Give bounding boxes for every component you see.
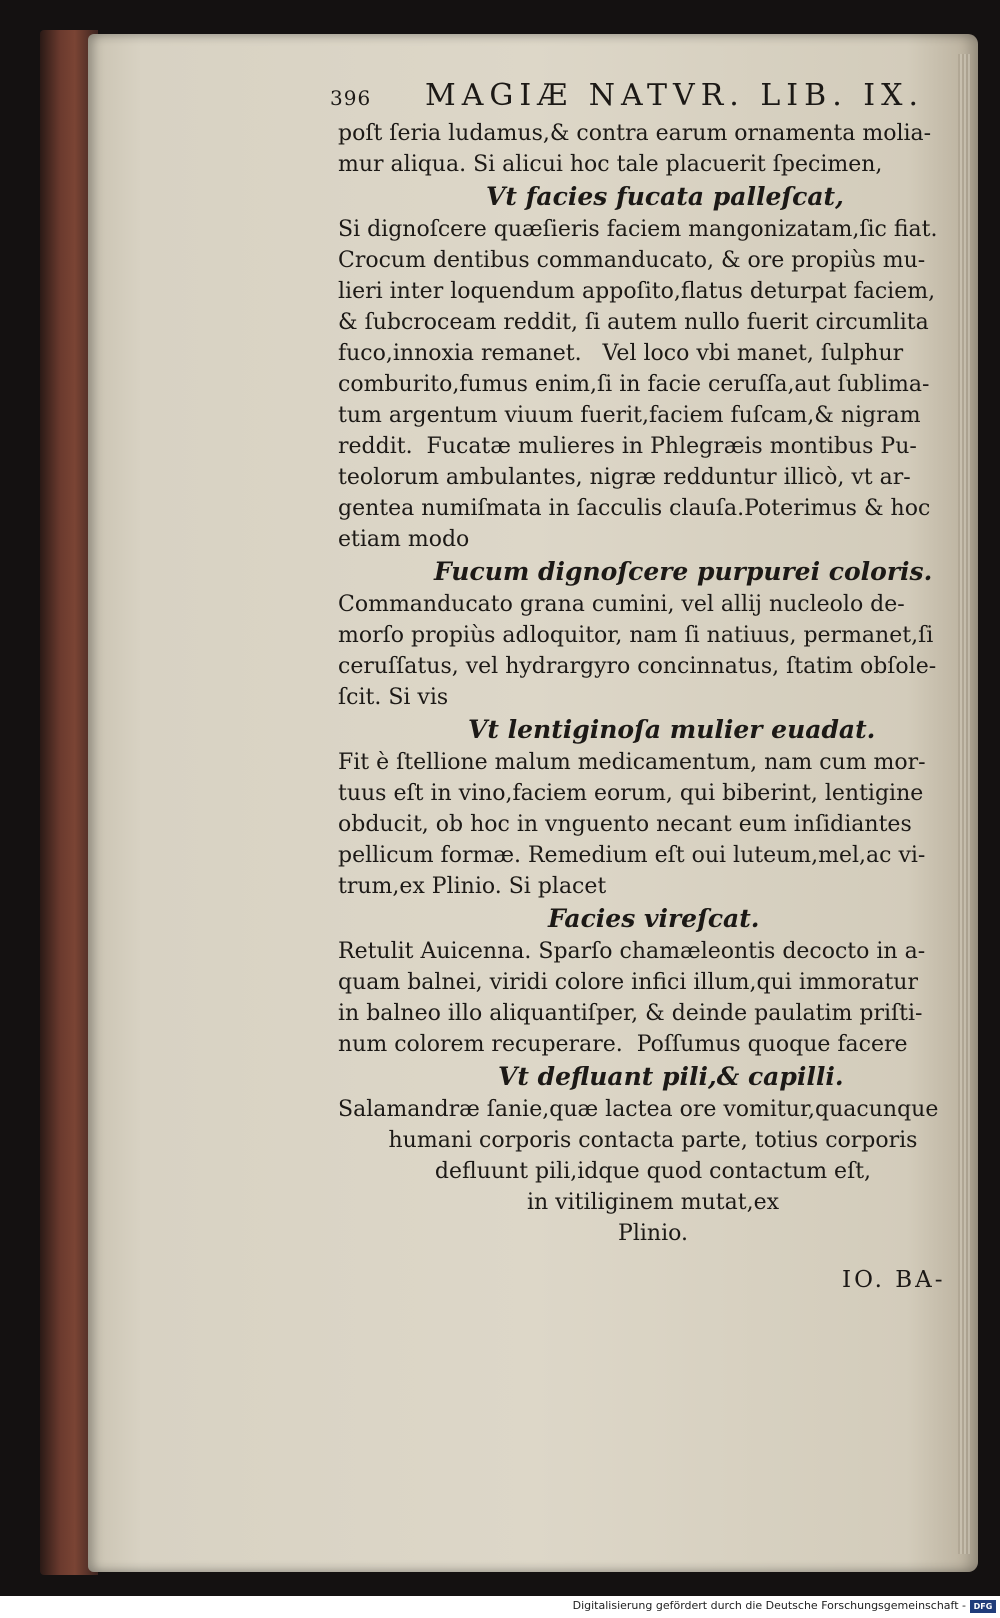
text-line: tum argentum viuum fuerit,faciem fuſcam,& nigram <box>338 403 921 428</box>
text-line: in vitiliginem mutat,ex <box>526 1190 780 1215</box>
running-head: MAGIÆ NATVR. LIB. IX. <box>425 78 925 113</box>
text-line: Fit è ſtellione malum medicamentum, nam cum mor- <box>338 750 926 775</box>
section-heading-1: Vt facies fucata palleſcat, <box>486 182 844 211</box>
text-line: humani corporis contacta parte, totius corporis <box>388 1128 918 1153</box>
section-heading-5: Vt defluant pili,& capilli. <box>498 1062 844 1091</box>
text-line: defluunt pili,idque quod contactum eſt, <box>434 1159 872 1184</box>
text-line: tuus eſt in vino,faciem eorum, qui biberint, lentigine <box>338 781 924 806</box>
text-line: Crocum dentibus commanducato, & ore propiùs mu- <box>338 248 926 273</box>
text-line: poſt ſeria ludamus,& contra earum ornamenta molia- <box>338 121 932 146</box>
text-line: ceruſſatus, vel hydrargyro concinnatus, ſtatim obſole- <box>338 654 937 679</box>
folio-number: 396 <box>330 86 372 110</box>
page-header <box>330 80 968 118</box>
text-line: morſo propiùs adloquitor, nam ſi natiuus, permanet,ſi <box>338 623 934 648</box>
text-line: lieri inter loquendum appoſito,flatus deturpat faciem, <box>338 279 936 304</box>
paragraph-5 <box>338 936 968 1060</box>
section-heading-4: Facies vireſcat. <box>548 904 760 933</box>
section-heading-2: Fucum dignoſcere purpurei coloris. <box>434 557 933 586</box>
text-line: Retulit Auicenna. Sparſo chamæleontis decocto in a- <box>338 939 926 964</box>
text-line: Salamandræ ſanie,quæ lactea ore vomitur,quacunque <box>338 1097 939 1122</box>
text-line: pellicum formæ. Remedium eſt oui luteum,mel,ac vi- <box>338 843 926 868</box>
text-line: trum,ex Plinio. Si placet <box>338 874 607 899</box>
text-line: comburito,fumus enim,ſi in facie ceruſſa,aut ſublima- <box>338 372 930 397</box>
text-line: teolorum ambulantes, nigræ redduntur illicò, vt ar- <box>338 465 911 490</box>
page-text <box>330 78 968 1249</box>
paragraph-4 <box>338 747 968 902</box>
paragraph-2 <box>338 214 968 555</box>
text-line: num colorem recuperare. Poſſumus quoque facere <box>338 1032 908 1057</box>
paragraph-3 <box>338 589 968 713</box>
dfg-logo-icon: DFG <box>970 1600 996 1613</box>
text-line: etiam modo <box>338 527 470 552</box>
text-line: Plinio. <box>618 1221 688 1246</box>
digitization-footer <box>0 1596 1000 1618</box>
text-line: mur aliqua. Si alicui hoc tale placuerit ſpecimen, <box>338 152 883 177</box>
paragraph-6 <box>338 1094 968 1249</box>
text-line: gentea numiſmata in ſacculis clauſa.Poterimus & hoc <box>338 496 931 521</box>
text-line: Si dignoſcere quæſieris faciem mangonizatam,ſic fiat. <box>338 217 938 242</box>
text-line: reddit. Fucatæ mulieres in Phlegræis montibus Pu- <box>338 434 917 459</box>
text-line: obducit, ob hoc in vnguento necant eum inſidiantes <box>338 812 912 837</box>
text-line: in balneo illo aliquantiſper, & deinde paulatim priſti- <box>338 1001 923 1026</box>
text-line: fuco,innoxia remanet. Vel loco vbi manet, ſulphur <box>338 341 904 366</box>
text-line: quam balnei, viridi colore infici illum,qui immoratur <box>338 970 918 995</box>
section-heading-3: Vt lentiginoſa mulier euadat. <box>468 715 876 744</box>
text-line: ſcit. Si vis <box>338 685 449 710</box>
catchword: IO. BA- <box>842 1267 946 1293</box>
paragraph-1 <box>338 118 968 180</box>
text-line: Commanducato grana cumini, vel allij nucleolo de- <box>338 592 905 617</box>
funding-credit: Digitalisierung gefördert durch die Deutsche Forschungsgemeinschaft - <box>572 1599 966 1612</box>
text-line: & ſubcroceam reddit, ſi autem nullo fuerit circumlita <box>338 310 929 335</box>
